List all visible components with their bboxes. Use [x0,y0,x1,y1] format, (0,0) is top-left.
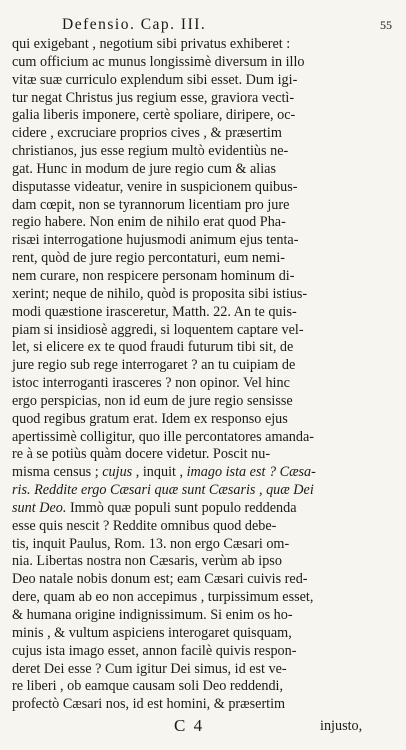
text-segment: piam si insidiosè aggredi, si loquentem captare vel- [12,321,304,338]
text-segment: dere, quam ab eo non accepimus , turpissimum esset, [12,589,314,606]
italic-segment: imago ista est ? Cæsa- [186,464,316,481]
text-line [12,464,382,482]
text-line [12,661,382,679]
text-segment: re à se potiùs quàm docere videtur. Poscit nu- [12,446,271,463]
text-line [12,286,382,304]
italic-segment: cujus [102,464,133,481]
text-line [12,250,382,268]
text-segment: cum officium ac munus longissimè diversum in illo [12,53,305,70]
text-segment: istoc interroganti irasceres ? non opinor. Vel hinc [12,375,290,392]
text-segment: ergo perspicias, non id eum de jure regio sensisse [12,392,293,409]
page-number: 55 [380,18,392,32]
text-segment: misma census ; [12,464,103,481]
text-segment: minis , & vultum aspiciens interogaret quisquam, [12,624,292,641]
text-line [12,125,382,143]
text-line [12,429,382,447]
text-segment: dam cœpit, non se tyrannorum licentiam pro jure [12,196,290,213]
text-line [12,54,382,72]
text-segment: deret Dei esse ? Cum igitur Dei simus, id est ve- [12,660,287,677]
text-segment: gat. Hunc in modum de jure regio cum & alias [12,160,276,177]
text-line [12,72,382,90]
text-segment: regio habere. Non enim de nihilo erat quod Pha- [12,214,286,231]
text-segment: tis, inquit Paulus, Rom. 13. non ergo Cæsari om- [12,535,290,552]
text-line [12,607,382,625]
text-segment: disputasse videatur, venire in suspicionem quibus- [12,178,298,195]
text-line [12,268,382,286]
text-segment: modi quæstione irasceretur, Matth. 22. An te quis- [12,303,297,320]
text-line [12,375,382,393]
text-segment: christianos, jus esse regium multò evidentiùs ne- [12,143,289,160]
text-segment: vitæ suæ curriculo explendum sibi esset. Dum igi- [12,71,298,88]
text-line [12,446,382,464]
text-line [12,322,382,340]
text-segment: cidere , excruciare proprios cives , & præsertim [12,125,282,142]
text-segment: tur negat Christus jus regium esse, graviora vectì- [12,89,295,106]
text-line [12,500,382,518]
text-line [12,143,382,161]
text-line [12,518,382,536]
text-segment: profectò Cæsari nos, id est homini, & præsertim [12,696,286,713]
signature-mark: C 4 [174,716,205,735]
text-line [12,357,382,375]
text-segment: Immò quæ populi sunt populo reddenda [66,499,297,516]
text-line [12,571,382,589]
text-line [12,339,382,357]
text-segment: cujus ista imago esset, annon facilè quivis respon- [12,642,297,659]
running-head-title: Defensio. Cap. III. [62,16,207,33]
running-head [0,16,406,38]
text-line [12,107,382,125]
text-line [12,161,382,179]
italic-segment: ris. Reddite ergo Cæsari quæ sunt Cæsaris , quæ Dei [12,482,314,499]
text-line [12,553,382,571]
text-line [12,214,382,232]
text-line [12,411,382,429]
text-segment: risæi interrogatione hujusmodi animum ejus tenta- [12,232,299,249]
text-line [12,36,382,54]
catchword: injusto, [320,718,363,734]
text-line [12,678,382,696]
text-segment: apertissimè colligitur, quo ille percontatores amanda- [12,428,314,445]
text-line [12,393,382,411]
text-segment: re liberi , ob eamque causam soli Deo reddendi, [12,678,284,695]
body-text [12,36,382,714]
text-segment: rent, quòd de jure regio percontaturi, eum nemi- [12,250,286,267]
text-line [12,197,382,215]
text-segment: jure regio sub rege interrogaret ? an tu cuipiam de [12,357,296,374]
text-line [12,232,382,250]
text-line [12,589,382,607]
text-line [12,625,382,643]
text-line [12,482,382,500]
text-line [12,536,382,554]
text-segment: & humana origine indignissimum. Si enim os ho- [12,607,293,623]
text-line [12,90,382,108]
text-segment: nia. Libertas nostra non Cæsaris, verùm ab ipso [12,553,282,570]
text-segment: quod regibus gratum erat. Idem ex responso ejus [12,410,288,427]
text-segment: nem curare, non respicere personam hominum di- [12,267,295,284]
text-segment: Deo natale nobis donum est; eam Cæsari cuivis red- [12,571,308,588]
text-segment: esse quis nescit ? Reddite omnibus quod debe- [12,517,277,534]
text-segment: , inquit , [132,464,187,481]
text-line [12,696,382,714]
text-segment: xerint; neque de nihilo, quòd is proposita sibi istius- [12,285,308,302]
text-segment: galia liberis imponere, certè spoliare, diripere, oc- [12,107,296,124]
text-line [12,643,382,661]
text-line [12,179,382,197]
text-line [12,304,382,322]
italic-segment: sunt Deo. [12,499,67,516]
text-segment: qui exigebant , negotium sibi privatus exhiberet : [12,36,291,52]
text-segment: let, si elicere ex te quod fraudi futurum tibi sit, de [12,339,294,356]
